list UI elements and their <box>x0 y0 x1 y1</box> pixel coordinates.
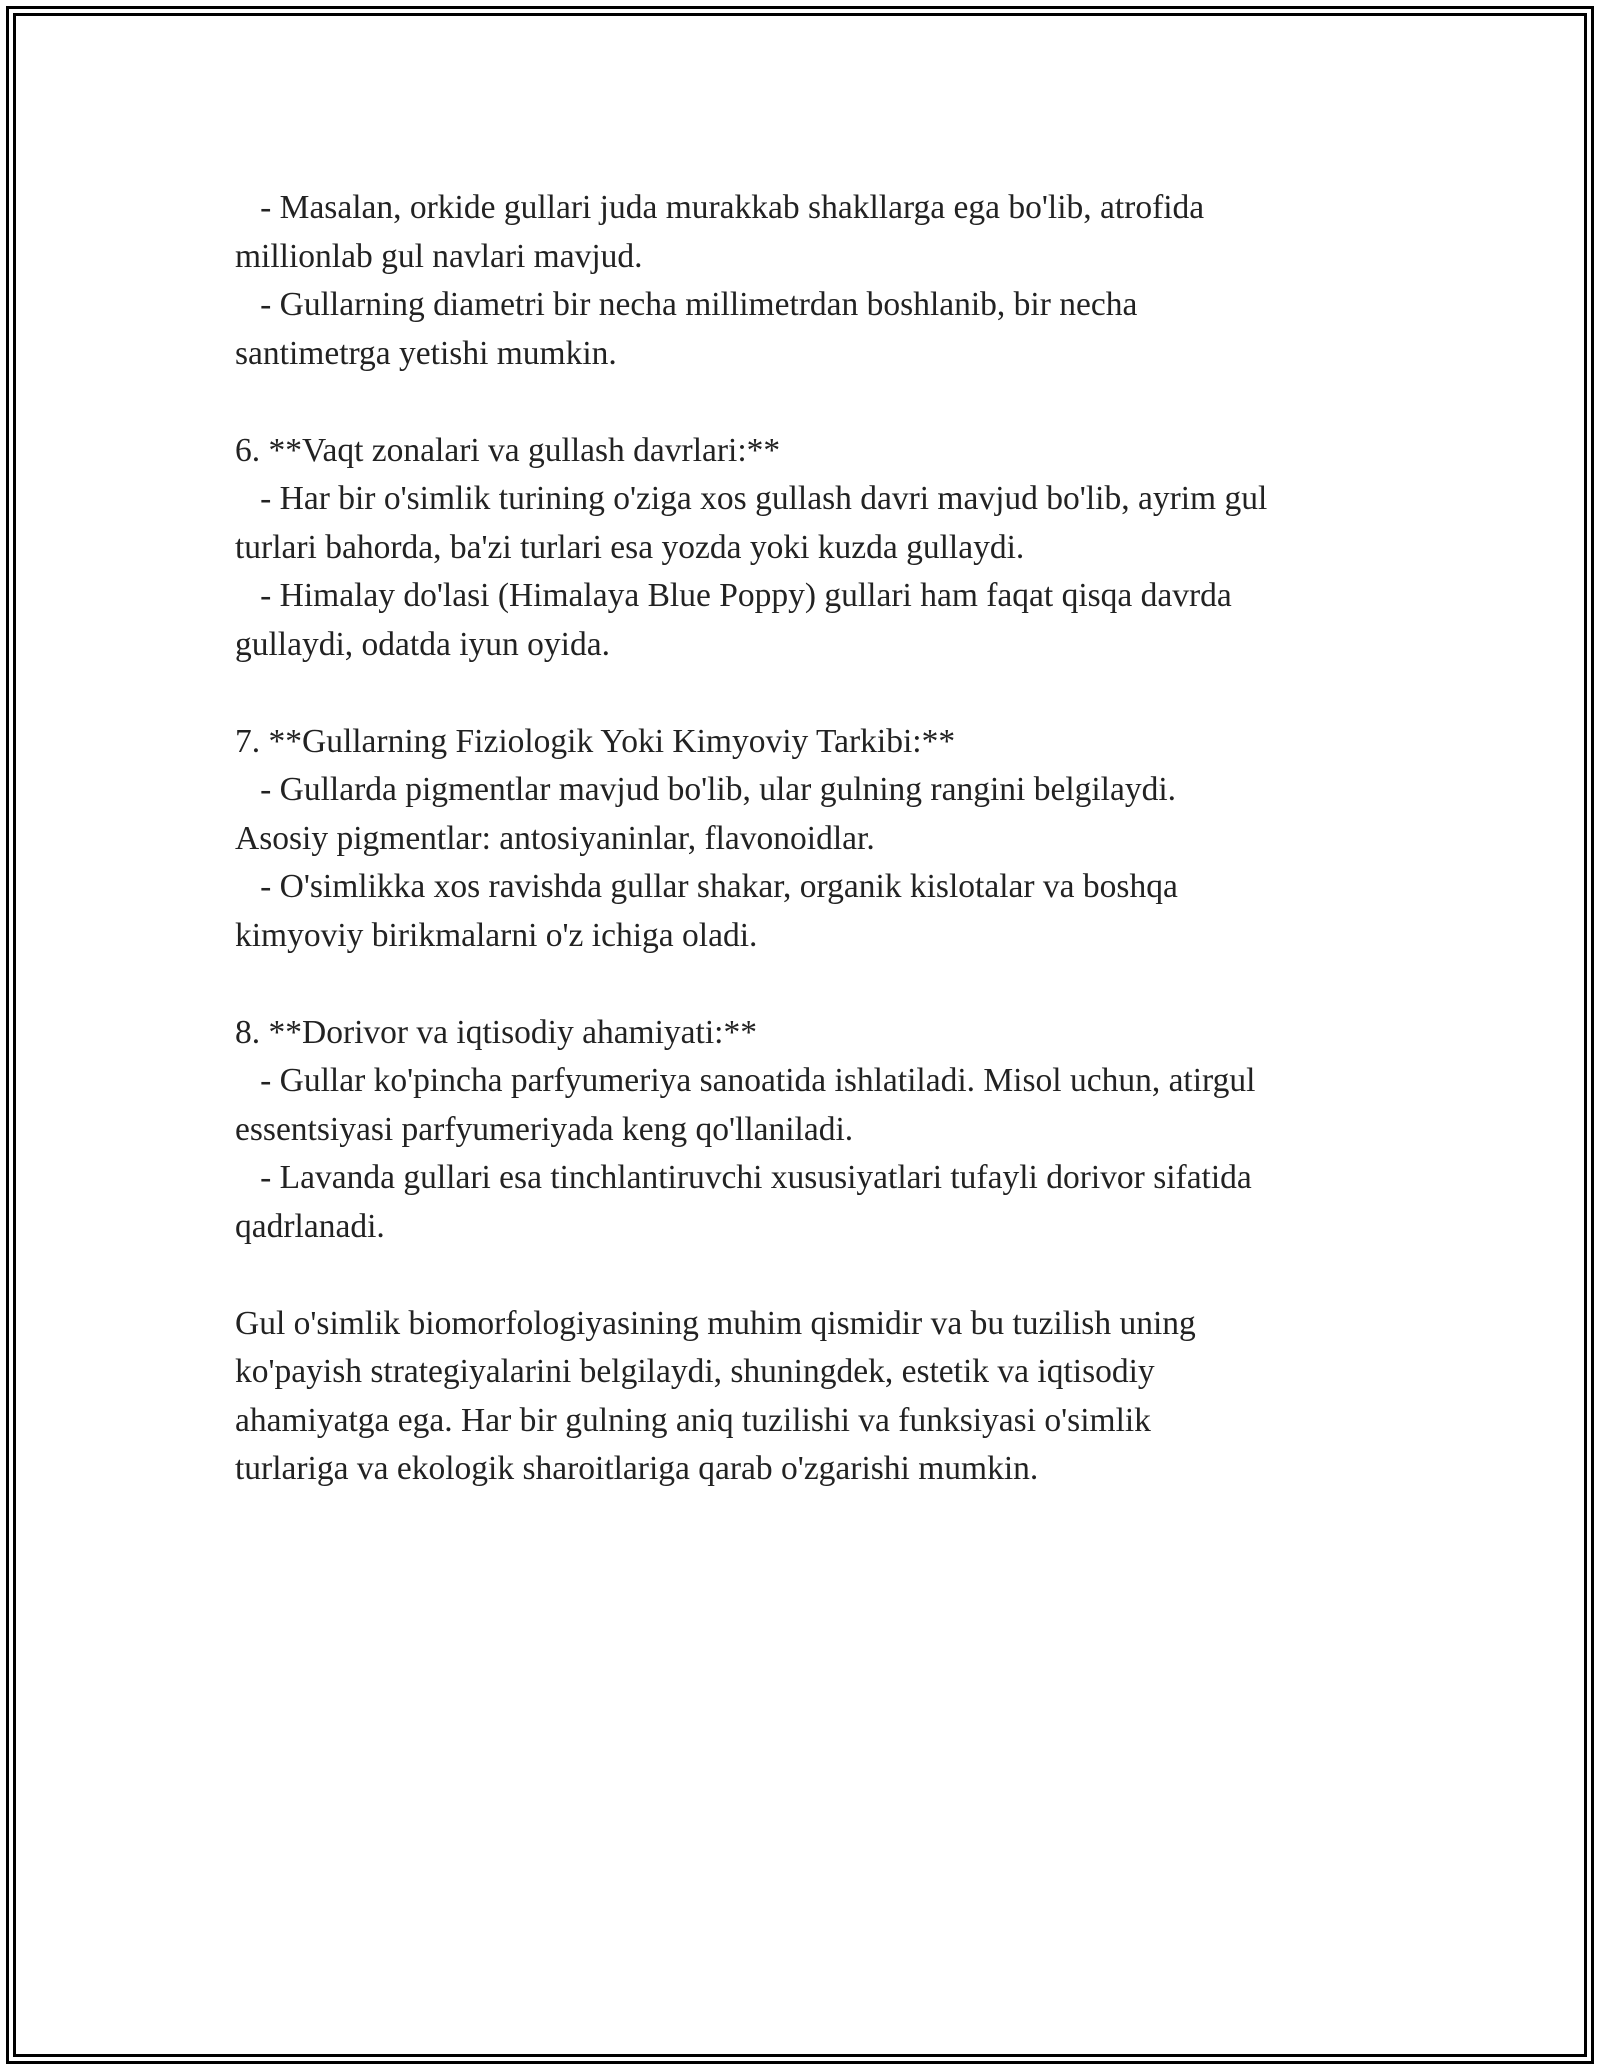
paragraph-conclusion <box>235 1300 1375 1494</box>
text-line: Gul o'simlik biomorfologiyasining muhim qismidir va bu tuzilish uning <box>235 1304 1196 1342</box>
section-heading: 6. **Vaqt zonalari va gullash davrlari:** <box>235 431 781 469</box>
paragraph-gap <box>235 960 1375 1009</box>
text-line: millionlab gul navlari mavjud. <box>235 237 643 275</box>
text-line: santimetrga yetishi mumkin. <box>235 334 617 372</box>
text-line: turlariga va ekologik sharoitlariga qarab o'zgarishi mumkin. <box>235 1450 1039 1487</box>
section-8-medicinal-economic <box>235 1009 1375 1252</box>
text-line: essentsiyasi parfyumeriyada keng qo'llaniladi. <box>235 1110 854 1148</box>
text-line: - Lavanda gullari esa tinchlantiruvchi xususiyatlari tufayli dorivor sifatida <box>235 1159 1252 1196</box>
text-line: - Himalay do'lasi (Himalaya Blue Poppy) gullari ham faqat qisqa davrda <box>235 577 1232 614</box>
section-heading: 7. **Gullarning Fiziologik Yoki Kimyoviy Tarkibi:** <box>235 722 956 760</box>
paragraph-gap <box>235 669 1375 718</box>
text-line: qadrlanadi. <box>235 1207 385 1245</box>
text-line: - Gullar ko'pincha parfyumeriya sanoatida ishlatiladi. Misol uchun, atirgul <box>235 1062 1256 1099</box>
text-line: - Masalan, orkide gullari juda murakkab shakllarga ega bo'lib, atrofida <box>235 189 1205 226</box>
text-line: - Gullarda pigmentlar mavjud bo'lib, ular gulning rangini belgilaydi. <box>235 771 1177 808</box>
text-line: ko'payish strategiyalarini belgilaydi, shuningdek, estetik va iqtisodiy <box>235 1353 1155 1390</box>
text-line: kimyoviy birikmalarni o'z ichiga oladi. <box>235 916 758 954</box>
section-heading: 8. **Dorivor va iqtisodiy ahamiyati:** <box>235 1013 757 1051</box>
text-line: - O'simlikka xos ravishda gullar shakar, organik kislotalar va boshqa <box>235 868 1178 905</box>
document-body <box>235 184 1375 1494</box>
text-line: Asosiy pigmentlar: antosiyaninlar, flavonoidlar. <box>235 819 875 857</box>
text-line: gullaydi, odatda iyun oyida. <box>235 625 610 663</box>
text-line: - Gullarning diametri bir necha millimetrdan boshlanib, bir necha <box>235 286 1138 323</box>
text-line: turlari bahorda, ba'zi turlari esa yozda yoki kuzda gullaydi. <box>235 528 1025 566</box>
text-line: - Har bir o'simlik turining o'ziga xos gullash davri mavjud bo'lib, ayrim gul <box>235 480 1268 517</box>
paragraph-gap <box>235 1251 1375 1300</box>
paragraph-flower-sizes <box>235 184 1375 378</box>
section-7-chemical-composition <box>235 718 1375 961</box>
text-line: ahamiyatga ega. Har bir gulning aniq tuzilishi va funksiyasi o'simlik <box>235 1401 1151 1439</box>
section-6-flowering-periods <box>235 427 1375 670</box>
paragraph-gap <box>235 378 1375 427</box>
